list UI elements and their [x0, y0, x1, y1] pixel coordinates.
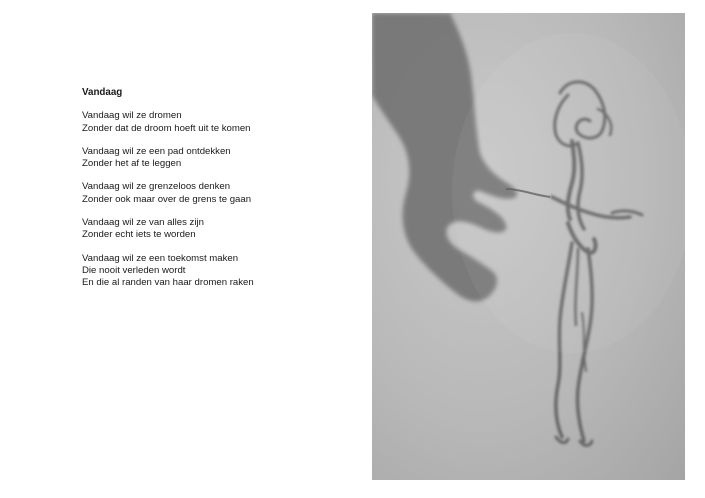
poem-line: Zonder het af te leggen	[82, 158, 182, 170]
poem-line: Vandaag wil ze grenzeloos denken	[82, 181, 231, 193]
poem	[82, 87, 342, 301]
stanza	[82, 217, 342, 242]
stanza	[82, 181, 342, 206]
stanza	[82, 110, 342, 135]
poem-line: Zonder dat de droom hoeft uit te komen	[82, 122, 251, 134]
poem-line: Vandaag wil ze van alles zijn	[82, 217, 204, 229]
poem-line: Zonder ook maar over de grens te gaan	[82, 193, 252, 205]
poem-line: Vandaag wil ze dromen	[82, 110, 182, 122]
poem-line: En die al randen van haar dromen raken	[82, 277, 254, 289]
poem-title: Vandaag	[82, 87, 123, 98]
poem-line: Zonder echt iets te worden	[82, 229, 196, 241]
shadow-photo	[372, 13, 685, 480]
poem-line: Vandaag wil ze een toekomst maken	[82, 252, 239, 264]
stanza	[82, 146, 342, 171]
stanza	[82, 253, 342, 290]
poem-line: Die nooit verleden wordt	[82, 264, 186, 276]
poem-line: Vandaag wil ze een pad ontdekken	[82, 145, 231, 157]
